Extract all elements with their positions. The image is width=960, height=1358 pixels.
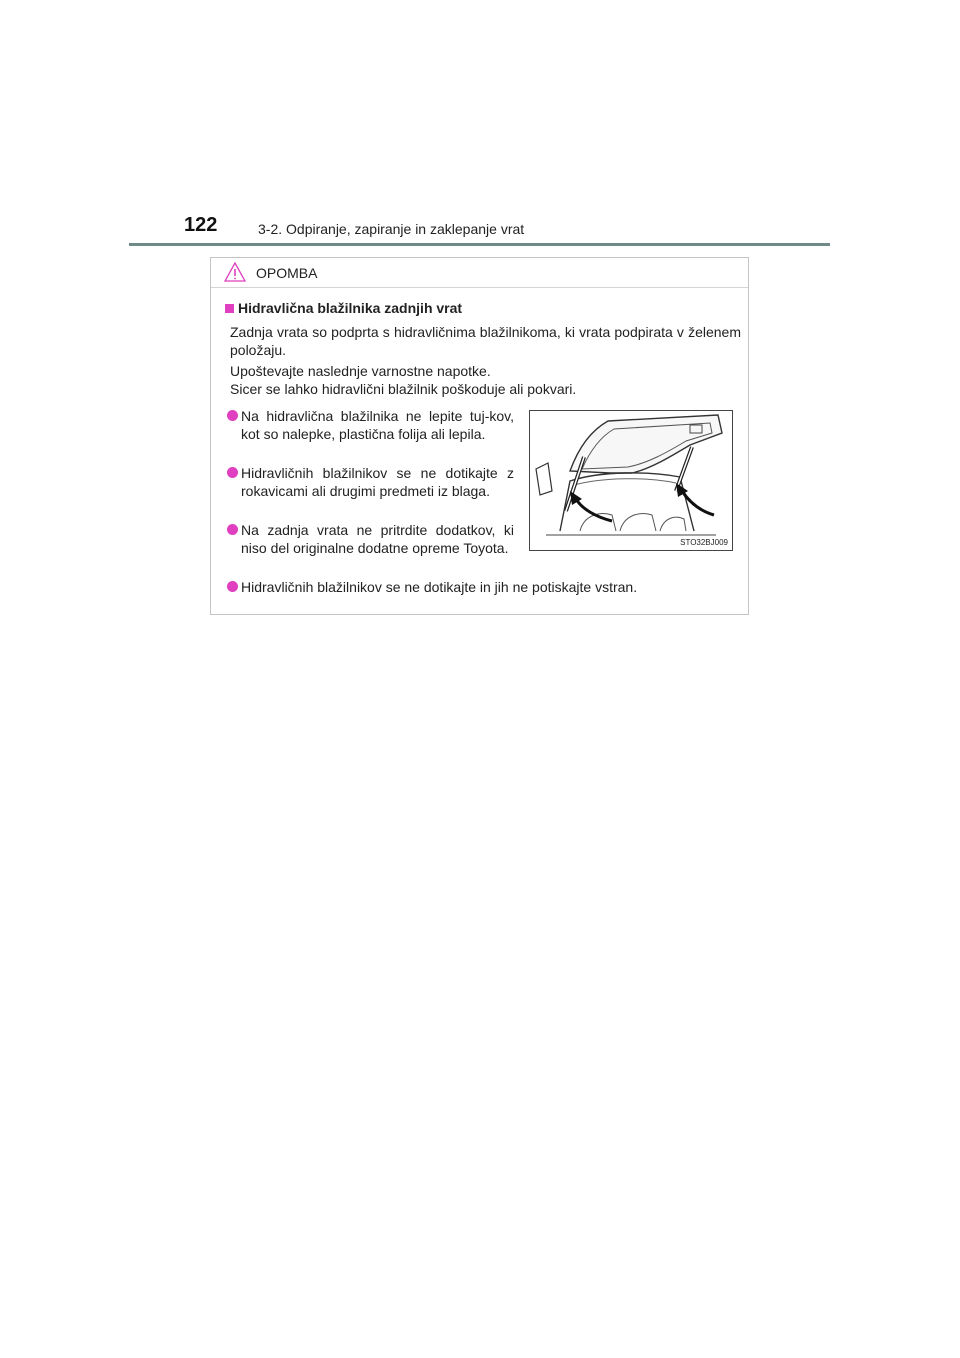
- notice-box: [210, 257, 749, 615]
- header-rule: [129, 243, 830, 246]
- list-item-text: Na hidravlična blažilnika ne lepite tuj-kov, kot so nalepke, plastična folija ali lepila.: [241, 408, 514, 442]
- figure-code: STO32BJ009: [680, 538, 728, 547]
- notice-header: [211, 258, 748, 288]
- round-bullet-icon: [227, 410, 238, 421]
- list-item-text: Na zadnja vrata ne pritrdite dodatkov, ki niso del originalne dodatne opreme Toyota.: [241, 522, 514, 556]
- list-item-text: Hidravličnih blažilnikov se ne dotikajte z rokavicami ali drugimi predmeti iz blaga.: [241, 465, 514, 499]
- sub-heading: [225, 300, 462, 316]
- list-item-text: Hidravličnih blažilnikov se ne dotikajte in jih ne potiskajte vstran.: [241, 579, 638, 595]
- notice-label: OPOMBA: [256, 265, 318, 281]
- list-item: [227, 464, 514, 500]
- round-bullet-icon: [227, 467, 238, 478]
- round-bullet-icon: [227, 581, 238, 592]
- paragraph-precautions-line1: Upoštevajte naslednje varnostne napotke.: [230, 363, 491, 379]
- tailgate-drawing: [530, 411, 733, 551]
- list-item: [227, 578, 742, 596]
- warning-triangle-icon: [224, 262, 246, 282]
- paragraph-intro: Zadnja vrata so podprta s hidravličnima blažilnikoma, ki vrata podpirata v želenem položaju.: [230, 324, 741, 358]
- paragraph-precautions-line2: Sicer se lahko hidravlični blažilnik poškoduje ali pokvari.: [230, 381, 577, 397]
- section-title: 3-2. Odpiranje, zapiranje in zaklepanje vrat: [258, 221, 525, 237]
- sub-heading-text: Hidravlična blažilnika zadnjih vrat: [238, 300, 463, 316]
- list-item: [227, 407, 514, 443]
- square-bullet-icon: [225, 304, 234, 313]
- page-number: 122: [184, 214, 218, 236]
- round-bullet-icon: [227, 524, 238, 535]
- list-item: [227, 521, 514, 557]
- paragraph-precautions: [230, 362, 741, 398]
- tailgate-damper-illustration: [529, 410, 733, 551]
